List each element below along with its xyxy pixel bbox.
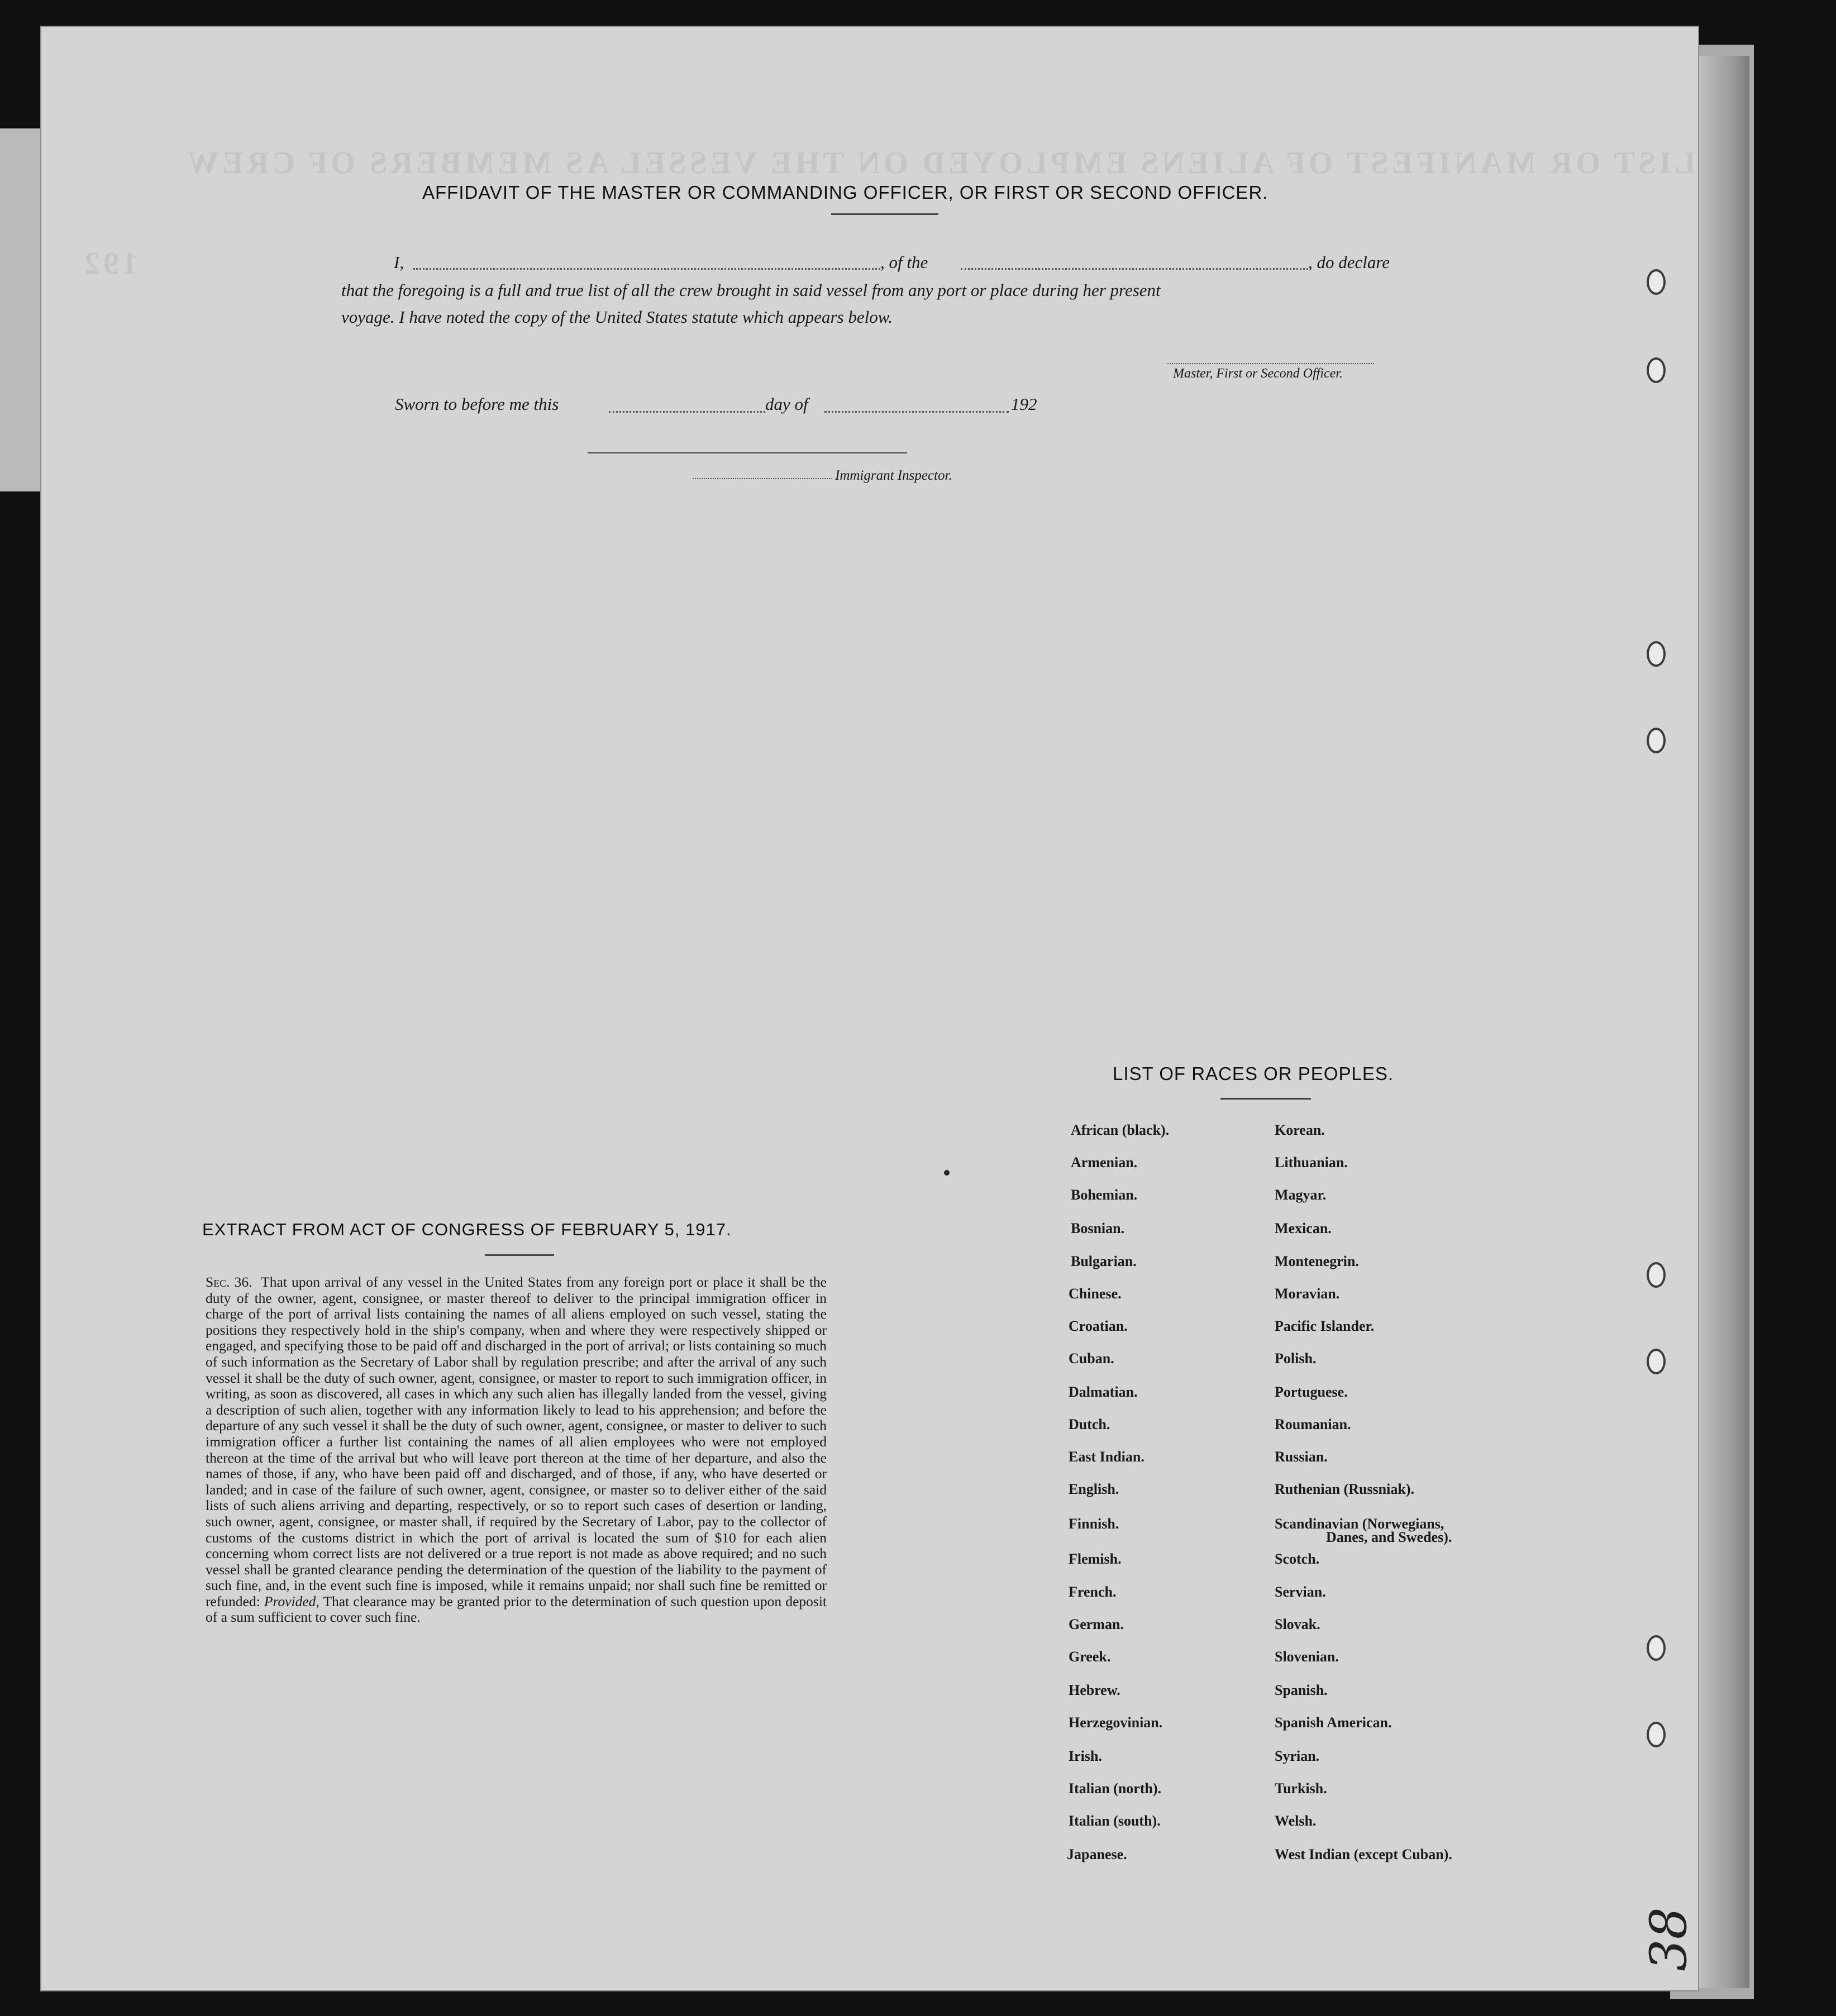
affidavit-title-rule [831,213,938,215]
race-item: Armenian. [1071,1154,1138,1171]
race-item: Syrian. [1275,1748,1320,1764]
race-item: Korean. [1275,1122,1325,1138]
race-item: Chinese. [1069,1286,1122,1302]
race-item: English. [1069,1481,1119,1497]
race-item: Scandinavian (Norwegians, [1275,1516,1444,1532]
name-blank [413,268,880,270]
race-item: Slovenian. [1275,1649,1339,1665]
punch-hole [1647,357,1666,383]
punch-hole [1647,1262,1666,1288]
race-item: Flemish. [1069,1551,1122,1567]
master-signature-label: Master, First or Second Officer. [1173,366,1343,381]
race-item: Montenegrin. [1275,1253,1359,1269]
race-item: French. [1069,1584,1117,1600]
race-item: Dalmatian. [1069,1384,1138,1400]
ink-dot [944,1170,950,1176]
race-item: Servian. [1275,1584,1326,1600]
races-title-rule [1220,1098,1311,1100]
race-item: Bohemian. [1071,1187,1138,1203]
punch-hole [1647,1722,1666,1747]
master-signature-line [1167,363,1374,364]
race-item: Magyar. [1275,1187,1327,1203]
race-item: Ruthenian (Russniak). [1275,1481,1414,1497]
statute-section-label: Sec. 36. [206,1274,252,1290]
race-item: Italian (south). [1069,1813,1161,1829]
sworn-day-of: day of [765,394,808,414]
race-item: Hebrew. [1069,1682,1120,1698]
race-item: Italian (north). [1069,1780,1162,1797]
race-item: Japanese. [1067,1846,1127,1862]
race-item: Spanish. [1275,1682,1328,1698]
sworn-month-blank [824,411,1009,413]
race-item: African (black). [1071,1122,1170,1138]
race-item: Welsh. [1275,1813,1317,1829]
race-item: Dutch. [1069,1416,1110,1432]
race-item: Bulgarian. [1071,1253,1137,1269]
races-title: LIST OF RACES OR PEOPLES. [1113,1063,1394,1084]
statute-body-1: That upon arrival of any vessel in the United States from any foreign port or place it shall be the duty of the owner, agent, consignee, or master thereof to deliver to the principal immigration officer in charge of the port of arrival lists containing the names of all aliens employed on such vessel, stating the positions they respectively hold in the ship's company, when and where they were respectively shipped or engaged, and specifying those to be paid off and discharged in the port of arrival; or lists containing so much of such information as the Secretary of Labor shall by regulation prescribe; and after the arrival of any such vessel it shall be the duty of such owner, agent, consignee, or master to report to such immigration officer, in writing, as soon as discovered, all cases in which any such alien has illegally landed from the vessel, giving a description of such alien, together with any information likely to lead to his apprehension; and before the departure of any such vessel it shall be the duty of such owner, agent, consignee, or master to deliver to such immigration officer a further list containing the names of all alien employees who were not employed thereon at the time of the arrival but who will leave port thereon at the time of her departure, and also the names of those, if any, who have been paid off and discharged, and of those, if any, who have deserted or landed; and in case of the failure of such owner, agent, consignee, or master so to deliver either of the said lists of such aliens arriving and departing, respectively, or so to report such cases of desertion or landing, such owner, agent, consignee, or master shall, if required by the Secretary of Labor, pay to the collector of customs of the customs district in which the port of arrival is located the sum of $10 for each alien concerning whom correct lists are not delivered or a true report is not made as above required; and no such vessel shall be granted clearance pending the determination of the question of the liability to the payment of such fine, and, in the event such fine is imposed, while it remains unpaid; nor shall such fine be remitted or refunded: [206,1274,827,1609]
statute-body-2: That clearance may be granted prior to the determination of such question upon deposit of a sum sufficient to cover such fine. [206,1593,827,1626]
race-item: Moravian. [1275,1286,1340,1302]
punch-hole [1647,728,1666,753]
page-edge-strip [1699,56,1749,1988]
extract-title: EXTRACT FROM ACT OF CONGRESS OF FEBRUARY 5, 1917. [202,1220,732,1239]
race-item: Pacific Islander. [1275,1318,1375,1334]
affidavit-line-3: voyage. I have noted the copy of the United States statute which appears below. [341,307,893,327]
sworn-rule [588,452,907,453]
race-item: German. [1069,1616,1124,1632]
punch-hole [1647,641,1666,667]
race-item: West Indian (except Cuban). [1275,1846,1452,1862]
extract-title-rule [485,1254,554,1256]
punch-hole [1647,269,1666,295]
affidavit-of-the: , of the [880,252,928,272]
affidavit-line-2: that the foregoing is a full and true list of all the crew brought in said vessel from any port or place during her present [341,280,1161,300]
race-item: Turkish. [1275,1780,1327,1797]
race-item: Danes, and Swedes). [1326,1529,1452,1545]
bleed-through-year: 192 [81,246,138,281]
bleed-through-heading: LIST OR MANIFEST OF ALIENS EMPLOYED ON THE VESSEL AS MEMBERS OF CREW [184,146,1696,180]
inspector-signature-line [693,478,832,479]
race-item: East Indian. [1069,1449,1144,1465]
sworn-day-blank [609,411,765,413]
race-item: Croatian. [1069,1318,1128,1334]
race-item: Roumanian. [1275,1416,1351,1432]
vessel-blank [961,268,1308,270]
sworn-prefix: Sworn to before me this [395,394,559,414]
affidavit-line-i: I, [394,252,404,272]
race-item: Finnish. [1069,1516,1119,1532]
race-item: Polish. [1275,1350,1317,1367]
race-item: Slovak. [1275,1616,1320,1632]
statute-text [206,1274,827,1626]
race-item: Portuguese. [1275,1384,1348,1400]
statute-provided: Provided, [264,1593,319,1609]
handwritten-page-number: 38 [1639,1907,1698,1971]
race-item: Scotch. [1275,1551,1320,1567]
inspector-label: Immigrant Inspector. [835,468,952,483]
race-item: Russian. [1275,1449,1328,1465]
left-edge-strip [0,128,40,491]
race-item: Spanish American. [1275,1714,1392,1731]
punch-hole [1647,1635,1666,1661]
race-item: Lithuanian. [1275,1154,1348,1171]
race-item: Greek. [1069,1649,1111,1665]
race-item: Mexican. [1275,1220,1332,1236]
race-item: Bosnian. [1071,1220,1125,1236]
race-item: Cuban. [1069,1350,1114,1367]
race-item: Herzegovinian. [1069,1714,1163,1731]
affidavit-title: AFFIDAVIT OF THE MASTER OR COMMANDING OFFICER, OR FIRST OR SECOND OFFICER. [422,182,1268,203]
race-item: Irish. [1069,1748,1102,1764]
affidavit-do-declare: , do declare [1308,252,1390,272]
sworn-year: 192 [1011,394,1037,414]
punch-hole [1647,1349,1666,1374]
